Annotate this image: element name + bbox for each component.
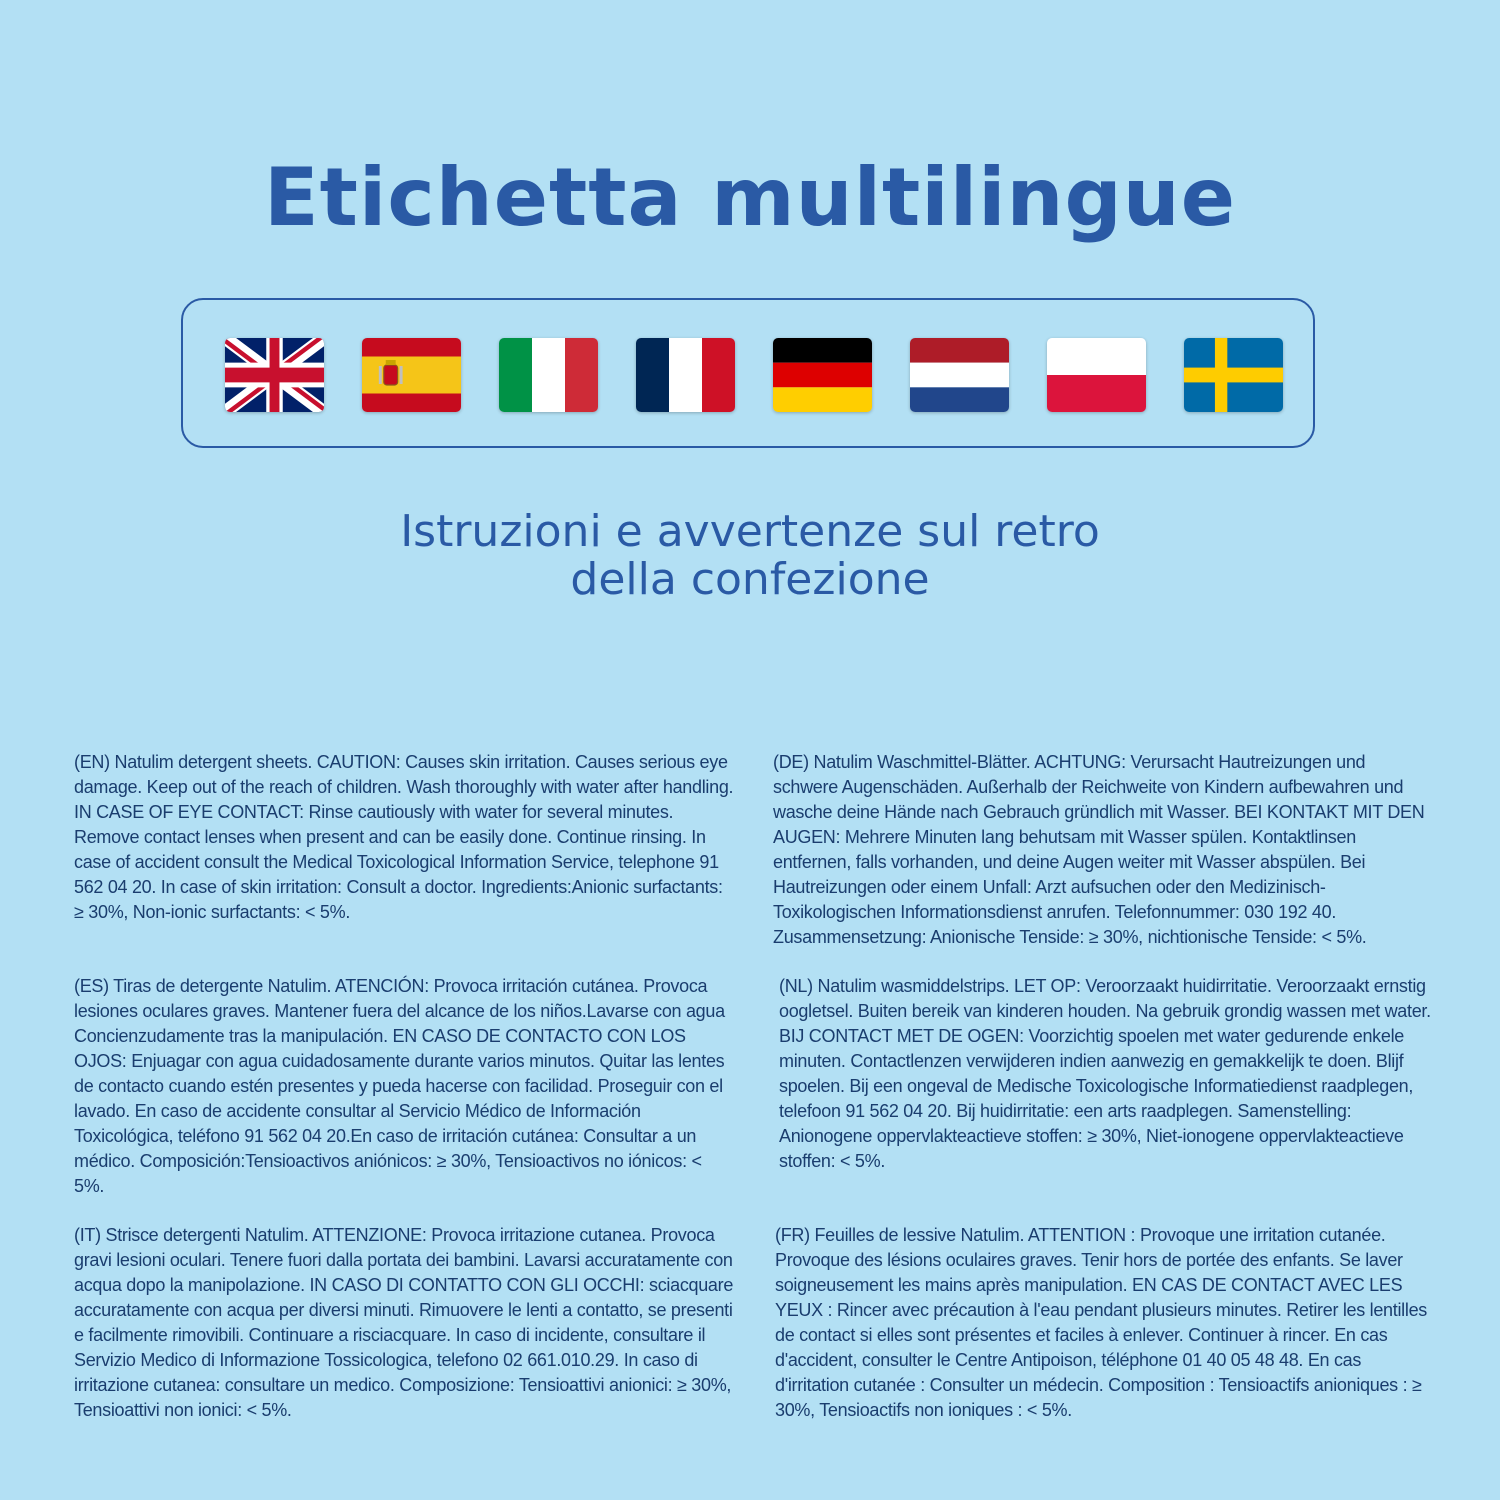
subtitle-line-1: Istruzioni e avvertenze sul retro	[400, 506, 1100, 557]
uk-flag-icon	[225, 338, 324, 412]
label-text-fr: (FR) Feuilles de lessive Natulim. ATTENTION : Provoque une irritation cutanée. Provoque des lésions oculaires graves. Tenir hors de portée des enfants. Se laver soigneusement les mains après manipulation. EN CAS DE CONTACT AVEC LES YEUX : Rincer avec précaution à l'eau pendant plusieurs minutes. Retirer les lentilles de contact si elles sont présentes et faciles à enlever. Continuer à rincer. En cas d'accident, consulter le Centre Antipoison, téléphone 01 40 05 48 48. En cas d'irritation cutanée : Consulter un médecin. Composition : Tensioactifs anioniques : ≥ 30%, Tensioactifs non ioniques : < 5%.	[775, 1225, 1427, 1420]
poland-flag-icon	[1047, 338, 1146, 412]
flag-panel	[181, 298, 1315, 448]
label-text-de: (DE) Natulim Waschmittel-Blätter. ACHTUNG: Verursacht Hautreizungen und schwere Augenschäden. Außerhalb der Reichweite von Kindern aufbewahren und wasche deine Hände nach Gebrauch gründlich mit Wasser. BEI KONTAKT MIT DEN AUGEN: Mehrere Minuten lang behutsam mit Wasser spülen. Kontaktlinsen entfernen, falls vorhanden, und deine Augen weiter mit Wasser abspülen. Bei Hautreizungen oder einem Unfall: Arzt aufsuchen oder den Medizinisch-Toxikologischen Informationsdienst anrufen. Telefonnummer: 030 192 40. Zusammensetzung: Anionische Tenside: ≥ 30%, nichtionische Tenside: < 5%.	[773, 752, 1425, 947]
sweden-flag-icon	[1184, 338, 1283, 412]
subtitle-line-2: della confezione	[570, 554, 930, 605]
italy-flag-icon	[499, 338, 598, 412]
page-title: Etichetta multilingue	[264, 151, 1236, 244]
label-text-es: (ES) Tiras de detergente Natulim. ATENCIÓN: Provoca irritación cutánea. Provoca lesiones oculares graves. Mantener fuera del alcance de los niños.Lavarse con agua Concienzudamente tras la manipulación. EN CASO DE CONTACTO CON LOS OJOS: Enjuagar con agua cuidadosamente durante varios minutos. Quitar las lentes de contacto cuando estén presentes y pueda hacerse con facilidad. Proseguir con el lavado. En caso de accidente consultar al Servicio Médico de Información Toxicológica, teléfono 91 562 04 20.En caso de irritación cutánea: Consultar a un médico. Composición:Tensioactivos aniónicos: ≥ 30%, Tensioactivos no iónicos: < 5%.	[74, 976, 725, 1196]
france-flag-icon	[636, 338, 735, 412]
netherlands-flag-icon	[910, 338, 1009, 412]
spain-flag-icon	[362, 338, 461, 412]
label-text-it: (IT) Strisce detergenti Natulim. ATTENZIONE: Provoca irritazione cutanea. Provoca gravi lesioni oculari. Tenere fuori dalla portata dei bambini. Lavarsi accuratamente con acqua dopo la manipolazione. IN CASO DI CONTATTO CON GLI OCCHI: sciacquare accuratamente con acqua per diversi minuti. Rimuovere le lenti a contatto, se presenti e facilmente rimovibili. Continuare a risciacquare. In caso di incidente, consultare il Servizio Medico di Informazione Tossicologica, telefono 02 661.010.29. In caso di irritazione cutanea: consultare un medico. Composizione: Tensioattivi anionici: ≥ 30%, Tensioattivi non ionici: < 5%.	[74, 1225, 734, 1420]
germany-flag-icon	[773, 338, 872, 412]
label-text-nl: (NL) Natulim wasmiddelstrips. LET OP: Veroorzaakt huidirritatie. Veroorzaakt ernstig oogletsel. Buiten bereik van kinderen houden. Na gebruik grondig wassen met water. BIJ CONTACT MET DE OGEN: Voorzichtig spoelen met water gedurende enkele minuten. Contactlenzen verwijderen indien aanwezig en gemakkelijk te doen. Blijf spoelen. Bij een ongeval de Medische Toxicologische Informatiedienst raadplegen, telefoon 91 562 04 20. Bij huidirritatie: een arts raadplegen. Samenstelling: Anionogene oppervlakteactieve stoffen: ≥ 30%, Niet-ionogene oppervlakteactieve stoffen: < 5%.	[779, 976, 1431, 1171]
subtitle	[0, 508, 1500, 604]
label-text-en: (EN) Natulim detergent sheets. CAUTION: Causes skin irritation. Causes serious eye damage. Keep out of the reach of children. Wash thoroughly with water after handling. IN CASE OF EYE CONTACT: Rinse cautiously with water for several minutes. Remove contact lenses when present and can be easily done. Continue rinsing. In case of accident consult the Medical Toxicological Information Service, telephone 91 562 04 20. In case of skin irritation: Consult a doctor. Ingredients:Anionic surfactants: ≥ 30%, Non-ionic surfactants: < 5%.	[74, 752, 734, 922]
